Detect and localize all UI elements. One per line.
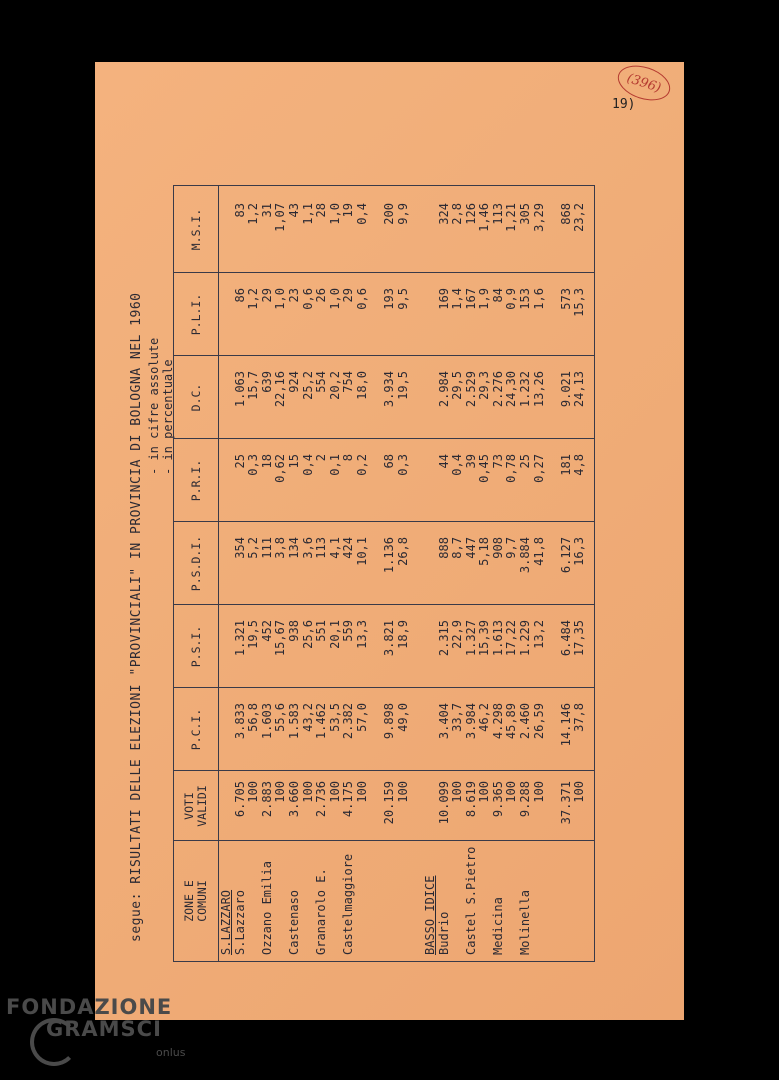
value-cell: 938 xyxy=(286,620,301,642)
page-title: segue: RISULTATI DELLE ELEZIONI "PROVINCIALI" IN PROVINCIA DI BOLOGNA NEL 1960 xyxy=(129,292,144,942)
value-cell: 3,6 xyxy=(300,537,315,559)
value-cell: 15,67 xyxy=(273,620,288,657)
value-cell: 424 xyxy=(341,537,356,559)
value-cell: 41,8 xyxy=(531,537,546,566)
value-cell xyxy=(370,537,384,605)
value-cell: 19,5 xyxy=(246,620,261,649)
value-cell: 1.327 xyxy=(463,620,478,657)
value-cell: 0,6 xyxy=(354,288,369,310)
column-msi xyxy=(220,203,587,273)
value-cell: 15,3 xyxy=(572,288,587,317)
value-cell: 33,7 xyxy=(450,703,465,732)
value-cell: 2.736 xyxy=(314,781,329,818)
value-cell xyxy=(424,288,438,356)
value-cell xyxy=(410,703,424,771)
value-cell: 100 xyxy=(531,781,546,803)
value-cell: 2.382 xyxy=(341,703,356,740)
header-divider xyxy=(218,186,219,961)
value-cell xyxy=(546,620,560,688)
value-cell: 0,3 xyxy=(395,454,410,476)
value-cell: 6.705 xyxy=(232,781,247,818)
value-cell: 452 xyxy=(259,620,274,642)
value-cell: 0,1 xyxy=(327,454,342,476)
value-cell: 39 xyxy=(463,454,478,469)
value-cell: 354 xyxy=(232,537,247,559)
comune-cell: Castelmaggiore xyxy=(341,853,356,955)
value-cell: 868 xyxy=(558,203,573,225)
value-cell: 37,8 xyxy=(572,703,587,732)
zone-label: S.LAZZARO xyxy=(219,889,233,955)
value-cell xyxy=(410,371,424,439)
value-cell xyxy=(546,703,560,771)
value-cell: 1,4 xyxy=(450,288,465,310)
value-cell: 18,0 xyxy=(354,371,369,400)
value-cell: 15 xyxy=(286,454,301,469)
value-cell xyxy=(410,537,424,605)
value-cell xyxy=(424,537,438,605)
value-cell: 43,2 xyxy=(300,703,315,732)
column-psi xyxy=(220,620,587,688)
value-cell: 19,5 xyxy=(395,371,410,400)
value-cell: 68 xyxy=(382,454,397,469)
value-cell: 100 xyxy=(300,781,315,803)
value-cell: 31 xyxy=(259,203,274,218)
value-cell: 3.984 xyxy=(463,703,478,740)
value-cell: 1,46 xyxy=(477,203,492,232)
value-cell: 2.276 xyxy=(490,371,505,408)
value-cell: 29 xyxy=(341,288,356,303)
value-cell: 23,2 xyxy=(572,203,587,232)
value-cell: 1.603 xyxy=(259,703,274,740)
value-cell xyxy=(410,288,424,356)
value-cell xyxy=(370,703,384,771)
value-cell: 6.484 xyxy=(558,620,573,657)
header-zone: ZONE E COMUNI xyxy=(182,880,209,922)
column-pri xyxy=(220,454,587,522)
value-cell: 37.371 xyxy=(558,781,573,825)
comune-cell xyxy=(397,843,411,955)
value-cell: 754 xyxy=(341,371,356,393)
value-cell xyxy=(410,203,424,273)
value-cell: 49,0 xyxy=(395,703,410,732)
value-cell: 2.984 xyxy=(436,371,451,408)
value-cell: 2.529 xyxy=(463,371,478,408)
comune-cell: Castel S.Pietro xyxy=(463,846,478,955)
column-pli xyxy=(220,288,587,356)
value-cell: 4.175 xyxy=(341,781,356,818)
value-cell: 24,30 xyxy=(504,371,519,408)
header-dc: D.C. xyxy=(188,383,203,412)
value-cell: 113 xyxy=(490,203,505,225)
value-cell: 15,7 xyxy=(246,371,261,400)
value-cell: 1,9 xyxy=(477,288,492,310)
comune-cell: Budrio xyxy=(436,911,451,955)
value-cell: 559 xyxy=(341,620,356,642)
value-cell: 1,2 xyxy=(246,203,261,225)
value-cell: 100 xyxy=(572,781,587,803)
value-cell xyxy=(410,620,424,688)
value-cell: 0,4 xyxy=(354,203,369,225)
value-cell: 16,3 xyxy=(572,537,587,566)
value-cell: 888 xyxy=(436,537,451,559)
value-cell xyxy=(370,454,384,522)
value-cell: 1,07 xyxy=(273,203,288,232)
value-cell: 554 xyxy=(314,371,329,393)
value-cell xyxy=(220,781,234,841)
value-cell: 8.619 xyxy=(463,781,478,818)
value-cell: 73 xyxy=(490,454,505,469)
value-cell: 0,4 xyxy=(450,454,465,476)
fondazione-gramsci-logo xyxy=(6,996,185,1064)
value-cell xyxy=(370,620,384,688)
value-cell: 3.821 xyxy=(382,620,397,657)
value-cell: 551 xyxy=(314,620,329,642)
value-cell: 17,35 xyxy=(572,620,587,657)
value-cell: 3.833 xyxy=(232,703,247,740)
value-cell: 908 xyxy=(490,537,505,559)
value-cell: 305 xyxy=(518,203,533,225)
value-cell: 0,9 xyxy=(504,288,519,310)
value-cell: 2,8 xyxy=(450,203,465,225)
value-cell: 26 xyxy=(314,288,329,303)
comune-cell xyxy=(302,843,316,955)
value-cell: 84 xyxy=(490,288,505,303)
value-cell xyxy=(220,288,234,356)
comune-cell xyxy=(546,843,560,955)
comune-cell xyxy=(410,843,424,955)
value-cell: 167 xyxy=(463,288,478,310)
value-cell: 86 xyxy=(232,288,247,303)
value-cell: 0,3 xyxy=(246,454,261,476)
value-cell xyxy=(424,203,438,273)
value-cell: 18,9 xyxy=(395,620,410,649)
comune-cell xyxy=(478,843,492,955)
comune-cell xyxy=(383,843,397,955)
value-cell: 193 xyxy=(382,288,397,310)
subtitle-percent: - in percentuale xyxy=(161,359,175,475)
value-cell: 4,1 xyxy=(327,537,342,559)
value-cell: 3.404 xyxy=(436,703,451,740)
value-cell: 181 xyxy=(558,454,573,476)
value-cell: 24,13 xyxy=(572,371,587,408)
value-cell: 17,22 xyxy=(504,620,519,657)
value-cell: 1,1 xyxy=(300,203,315,225)
comune-cell: Ozzano Emilia xyxy=(259,861,274,955)
value-cell: 0,27 xyxy=(531,454,546,483)
value-cell: 56,8 xyxy=(246,703,261,732)
value-cell: 324 xyxy=(436,203,451,225)
logo-line-1: FONDAZIONE xyxy=(6,995,173,1019)
value-cell: 2 xyxy=(314,454,329,462)
column-comuni xyxy=(220,843,587,955)
value-cell: 25,2 xyxy=(300,371,315,400)
value-cell: 0,78 xyxy=(504,454,519,483)
value-cell: 1.321 xyxy=(232,620,247,657)
value-cell: 2.315 xyxy=(436,620,451,657)
comune-cell xyxy=(533,843,547,955)
comune-cell xyxy=(329,843,343,955)
value-cell xyxy=(424,371,438,439)
column-voti xyxy=(220,781,587,841)
value-cell: 169 xyxy=(436,288,451,310)
value-cell: 26,59 xyxy=(531,703,546,740)
value-cell: 100 xyxy=(477,781,492,803)
value-cell: 22,9 xyxy=(450,620,465,649)
subtitle-absolute: - in cifre assolute xyxy=(147,337,161,475)
value-cell: 5,2 xyxy=(246,537,261,559)
comune-cell xyxy=(573,843,587,955)
value-cell: 29 xyxy=(259,288,274,303)
value-cell: 13,26 xyxy=(531,371,546,408)
comune-cell: Castenaso xyxy=(286,889,301,955)
value-cell: 23 xyxy=(286,288,301,303)
value-cell xyxy=(370,781,384,841)
value-cell: 22,16 xyxy=(273,371,288,408)
comune-cell: Granarolo E. xyxy=(314,868,329,955)
value-cell: 3,8 xyxy=(273,537,288,559)
header-psdi: P.S.D.I. xyxy=(188,535,203,592)
value-cell: 1,21 xyxy=(504,203,519,232)
value-cell: 18 xyxy=(259,454,274,469)
value-cell xyxy=(370,371,384,439)
value-cell: 100 xyxy=(504,781,519,803)
value-cell: 2.883 xyxy=(259,781,274,818)
column-dc xyxy=(220,371,587,439)
value-cell: 1,0 xyxy=(273,288,288,310)
header-psi: P.S.I. xyxy=(188,625,203,668)
value-cell: 55,6 xyxy=(273,703,288,732)
column-psdi xyxy=(220,537,587,605)
value-cell: 9.365 xyxy=(490,781,505,818)
value-cell: 4,8 xyxy=(572,454,587,476)
results-table xyxy=(173,185,595,962)
value-cell: 4.298 xyxy=(490,703,505,740)
header-pli: P.L.I. xyxy=(188,293,203,336)
comune-cell xyxy=(451,843,465,955)
value-cell: 3,29 xyxy=(531,203,546,232)
value-cell xyxy=(410,454,424,522)
value-cell: 1.063 xyxy=(232,371,247,408)
value-cell xyxy=(410,781,424,841)
value-cell: 153 xyxy=(518,288,533,310)
value-cell: 14.146 xyxy=(558,703,573,747)
zone-label: BASSO IDICE xyxy=(422,875,437,955)
value-cell: 29,5 xyxy=(450,371,465,400)
value-cell: 100 xyxy=(450,781,465,803)
value-cell: 10.099 xyxy=(436,781,451,825)
value-cell: 1,0 xyxy=(327,203,342,225)
value-cell: 46,2 xyxy=(477,703,492,732)
value-cell: 45,89 xyxy=(504,703,519,740)
value-cell: 20,1 xyxy=(327,620,342,649)
header-msi: M.S.I. xyxy=(188,208,203,251)
value-cell xyxy=(424,620,438,688)
value-cell xyxy=(370,288,384,356)
value-cell: 83 xyxy=(232,203,247,218)
value-cell: 28 xyxy=(314,203,329,218)
comune-cell xyxy=(274,843,288,955)
value-cell: 20.159 xyxy=(382,781,397,825)
archive-stamp: (396) xyxy=(613,59,674,106)
rotated-page xyxy=(95,62,684,1020)
value-cell: 200 xyxy=(382,203,397,225)
value-cell: 1.136 xyxy=(382,537,397,574)
value-cell: 100 xyxy=(354,781,369,803)
value-cell: 1,0 xyxy=(327,288,342,310)
value-cell: 3.884 xyxy=(518,537,533,574)
comune-cell: S.Lazzaro xyxy=(232,889,247,955)
value-cell xyxy=(546,371,560,439)
value-cell: 1,6 xyxy=(531,288,546,310)
value-cell xyxy=(546,537,560,605)
header-voti: VOTI VALIDI xyxy=(182,785,209,827)
comune-cell xyxy=(356,843,370,955)
value-cell: 9,9 xyxy=(395,203,410,225)
value-cell xyxy=(220,371,234,439)
value-cell: 26,8 xyxy=(395,537,410,566)
value-cell xyxy=(546,203,560,273)
value-cell: 29,3 xyxy=(477,371,492,400)
value-cell: 10,1 xyxy=(354,537,369,566)
value-cell: 126 xyxy=(463,203,478,225)
value-cell: 1.232 xyxy=(518,371,533,408)
value-cell: 13,2 xyxy=(531,620,546,649)
value-cell: 8 xyxy=(341,454,356,462)
page-number: 19) xyxy=(612,97,636,112)
value-cell xyxy=(424,781,438,841)
value-cell: 9.898 xyxy=(382,703,397,740)
value-cell: 25,6 xyxy=(300,620,315,649)
value-cell: 573 xyxy=(558,288,573,310)
value-cell: 0,62 xyxy=(273,454,288,483)
value-cell: 639 xyxy=(259,371,274,393)
value-cell: 447 xyxy=(463,537,478,559)
value-cell: 57,0 xyxy=(354,703,369,732)
value-cell: 1.229 xyxy=(518,620,533,657)
value-cell: 43 xyxy=(286,203,301,218)
value-cell: 100 xyxy=(395,781,410,803)
value-cell xyxy=(546,781,560,841)
document-sheet xyxy=(95,62,684,1020)
value-cell: 8,7 xyxy=(450,537,465,559)
logo-line-2: GRAMSCI xyxy=(46,1017,162,1041)
value-cell xyxy=(546,454,560,522)
value-cell: 1.613 xyxy=(490,620,505,657)
value-cell xyxy=(546,288,560,356)
value-cell: 15,39 xyxy=(477,620,492,657)
value-cell: 3.660 xyxy=(286,781,301,818)
value-cell: 2.460 xyxy=(518,703,533,740)
header-pri: P.R.I. xyxy=(188,459,203,502)
value-cell: 100 xyxy=(273,781,288,803)
value-cell: 111 xyxy=(259,537,274,559)
value-cell xyxy=(220,203,234,273)
value-cell xyxy=(220,703,234,771)
value-cell: 0,45 xyxy=(477,454,492,483)
comune-cell: Medicina xyxy=(490,897,505,955)
value-cell: 19 xyxy=(341,203,356,218)
comune-cell xyxy=(370,843,384,955)
value-cell: 20,2 xyxy=(327,371,342,400)
value-cell xyxy=(370,203,384,273)
logo-line-3: onlus xyxy=(156,1046,186,1059)
value-cell: 5,18 xyxy=(477,537,492,566)
comune-cell xyxy=(560,843,574,955)
value-cell: 134 xyxy=(286,537,301,559)
comune-cell: Molinella xyxy=(518,889,533,955)
value-cell: 0,4 xyxy=(300,454,315,476)
value-cell: 9,5 xyxy=(395,288,410,310)
value-cell: 0,2 xyxy=(354,454,369,476)
value-cell xyxy=(220,454,234,522)
value-cell xyxy=(424,454,438,522)
comune-cell xyxy=(247,843,261,955)
header-pci: P.C.I. xyxy=(188,708,203,751)
value-cell xyxy=(424,703,438,771)
value-cell: 1.462 xyxy=(314,703,329,740)
column-pci xyxy=(220,703,587,771)
value-cell: 0,6 xyxy=(300,288,315,310)
value-cell: 9.021 xyxy=(558,371,573,408)
value-cell: 113 xyxy=(314,537,329,559)
value-cell: 25 xyxy=(518,454,533,469)
value-cell: 44 xyxy=(436,454,451,469)
value-cell: 1,2 xyxy=(246,288,261,310)
value-cell: 9.288 xyxy=(518,781,533,818)
value-cell: 13,3 xyxy=(354,620,369,649)
value-cell: 100 xyxy=(246,781,261,803)
value-cell: 924 xyxy=(286,371,301,393)
value-cell: 25 xyxy=(232,454,247,469)
value-cell: 3.934 xyxy=(382,371,397,408)
value-cell: 1.583 xyxy=(286,703,301,740)
comune-cell xyxy=(505,843,519,955)
value-cell: 6.127 xyxy=(558,537,573,574)
value-cell: 9,7 xyxy=(504,537,519,559)
value-cell xyxy=(220,537,234,605)
value-cell: 53,5 xyxy=(327,703,342,732)
value-cell xyxy=(220,620,234,688)
value-cell: 100 xyxy=(327,781,342,803)
